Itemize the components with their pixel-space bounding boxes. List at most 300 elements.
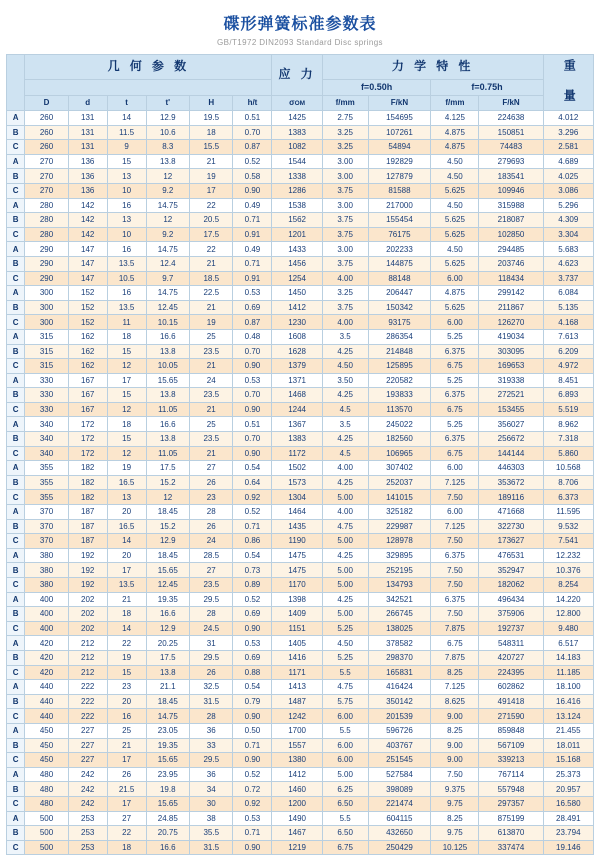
table-cell: 24.85 (146, 811, 189, 826)
table-cell: 6.75 (322, 840, 368, 855)
table-cell: 182062 (479, 578, 543, 593)
table-cell: 193833 (368, 388, 431, 403)
table-cell: 152 (68, 300, 107, 315)
table-cell: 270 (25, 183, 68, 198)
table-cell: 370 (25, 534, 68, 549)
table-cell: 251545 (368, 753, 431, 768)
table-cell: 0.71 (233, 519, 272, 534)
table-cell: 172 (68, 417, 107, 432)
row-group-label: A (7, 286, 25, 301)
table-cell: 24.5 (190, 621, 233, 636)
table-cell: 128978 (368, 534, 431, 549)
table-cell: 2.581 (543, 140, 593, 155)
table-cell: 6.00 (322, 709, 368, 724)
table-cell: 1383 (272, 125, 322, 140)
table-row (7, 782, 594, 797)
table-cell: 375906 (479, 607, 543, 622)
table-cell: 0.69 (233, 650, 272, 665)
table-cell: 1700 (272, 723, 322, 738)
table-cell: 4.50 (322, 359, 368, 374)
table-row (7, 665, 594, 680)
table-cell: 5.00 (322, 578, 368, 593)
table-cell: 272521 (479, 388, 543, 403)
table-cell: 266745 (368, 607, 431, 622)
table-cell: 187 (68, 519, 107, 534)
table-row (7, 607, 594, 622)
table-cell: 10 (107, 227, 146, 242)
row-group-label: A (7, 329, 25, 344)
table-row (7, 490, 594, 505)
table-cell: 1502 (272, 461, 322, 476)
table-row (7, 388, 594, 403)
table-cell: 10.5 (107, 271, 146, 286)
table-cell: 1230 (272, 315, 322, 330)
row-group-label: B (7, 738, 25, 753)
header-group-weight (543, 55, 593, 111)
table-cell: 12.45 (146, 300, 189, 315)
table-cell: 155454 (368, 213, 431, 228)
table-cell: 340 (25, 446, 68, 461)
table-cell: 4.25 (322, 388, 368, 403)
table-cell: 300 (25, 300, 68, 315)
table-cell: 21 (190, 446, 233, 461)
table-cell: 4.5 (322, 402, 368, 417)
table-cell: 18 (107, 329, 146, 344)
table-cell: 81588 (368, 183, 431, 198)
table-cell: 142 (68, 227, 107, 242)
table-cell: 500 (25, 826, 68, 841)
table-cell: 3.75 (322, 300, 368, 315)
table-row (7, 271, 594, 286)
row-group-label: A (7, 636, 25, 651)
table-cell: 0.58 (233, 169, 272, 184)
table-cell: 1468 (272, 388, 322, 403)
table-cell: 1460 (272, 782, 322, 797)
table-cell: 212 (68, 665, 107, 680)
row-group-label: B (7, 650, 25, 665)
table-cell: 450 (25, 753, 68, 768)
table-cell: 0.51 (233, 417, 272, 432)
table-cell: 23.5 (190, 578, 233, 593)
table-cell: 19.35 (146, 738, 189, 753)
table-cell: 380 (25, 578, 68, 593)
table-row (7, 534, 594, 549)
table-cell: 7.125 (431, 519, 479, 534)
table-cell: 138025 (368, 621, 431, 636)
table-cell: 16 (107, 286, 146, 301)
header-group-row (7, 55, 594, 80)
header-load-75: f=0.75h (431, 80, 543, 96)
table-cell: 162 (68, 329, 107, 344)
table-cell: 567109 (479, 738, 543, 753)
header-group-geometry: 几 何 参 数 (25, 55, 272, 80)
table-cell: 31 (190, 636, 233, 651)
table-row (7, 578, 594, 593)
table-cell: 0.52 (233, 767, 272, 782)
table-cell: 187 (68, 534, 107, 549)
table-cell: 23 (107, 680, 146, 695)
table-cell: 1190 (272, 534, 322, 549)
table-cell: 4.623 (543, 256, 593, 271)
table-cell: 10.125 (431, 840, 479, 855)
table-cell: 14.75 (146, 242, 189, 257)
table-cell: 19 (190, 169, 233, 184)
table-row (7, 519, 594, 534)
table-cell: 25.373 (543, 767, 593, 782)
table-cell: 19.8 (146, 782, 189, 797)
table-cell: 220582 (368, 373, 431, 388)
table-cell: 500 (25, 840, 68, 855)
table-cell: 17.5 (146, 461, 189, 476)
table-cell: 400 (25, 621, 68, 636)
table-cell: 13.5 (107, 256, 146, 271)
table-cell: 6.375 (431, 432, 479, 447)
row-group-label: C (7, 359, 25, 374)
row-group-label: C (7, 183, 25, 198)
table-cell: 16 (107, 198, 146, 213)
table-row (7, 154, 594, 169)
table-cell: 253 (68, 840, 107, 855)
spec-table-body (7, 111, 594, 855)
table-cell: 5.296 (543, 198, 593, 213)
table-cell: 16 (107, 242, 146, 257)
table-row (7, 548, 594, 563)
table-cell: 342521 (368, 592, 431, 607)
table-cell: 22 (190, 242, 233, 257)
table-cell: 11.5 (107, 125, 146, 140)
table-cell: 15 (107, 388, 146, 403)
table-cell: 28 (190, 709, 233, 724)
table-cell: 26 (107, 767, 146, 782)
table-cell: 6.209 (543, 344, 593, 359)
table-cell: 0.53 (233, 636, 272, 651)
table-cell: 6.375 (431, 548, 479, 563)
row-group-label: C (7, 665, 25, 680)
header-col-f75: f/mm (431, 96, 479, 111)
table-cell: 28.5 (190, 548, 233, 563)
table-cell: 13.8 (146, 665, 189, 680)
table-cell: 403767 (368, 738, 431, 753)
table-cell: 7.50 (431, 607, 479, 622)
header-col-sigma-om (272, 96, 322, 111)
table-cell: 211867 (479, 300, 543, 315)
table-cell: 28 (190, 607, 233, 622)
table-cell: 16.5 (107, 519, 146, 534)
table-cell: 10.05 (146, 359, 189, 374)
table-cell: 1200 (272, 796, 322, 811)
table-cell: 8.706 (543, 475, 593, 490)
table-cell: 93175 (368, 315, 431, 330)
table-cell: 10.568 (543, 461, 593, 476)
table-cell: 18 (107, 417, 146, 432)
table-cell: 1425 (272, 111, 322, 126)
table-cell: 167 (68, 373, 107, 388)
table-cell: 260 (25, 140, 68, 155)
row-group-label: B (7, 519, 25, 534)
table-cell: 4.50 (322, 636, 368, 651)
table-cell: 27 (190, 563, 233, 578)
table-row (7, 432, 594, 447)
table-cell: 5.25 (431, 329, 479, 344)
header-col-d: d (68, 96, 107, 111)
table-cell: 23.5 (190, 432, 233, 447)
table-cell: 147 (68, 242, 107, 257)
table-cell: 227 (68, 723, 107, 738)
table-cell: 1367 (272, 417, 322, 432)
table-cell: 15.168 (543, 753, 593, 768)
table-cell: 113570 (368, 402, 431, 417)
table-cell: 6.084 (543, 286, 593, 301)
row-group-label: B (7, 300, 25, 315)
table-cell: 1371 (272, 373, 322, 388)
table-cell: 432650 (368, 826, 431, 841)
table-cell: 212 (68, 650, 107, 665)
table-cell: 141015 (368, 490, 431, 505)
table-cell: 11.05 (146, 402, 189, 417)
table-cell: 1082 (272, 140, 322, 155)
table-row (7, 592, 594, 607)
table-cell: 150342 (368, 300, 431, 315)
table-cell: 3.25 (322, 140, 368, 155)
header-units-row (7, 96, 594, 111)
table-cell: 21.455 (543, 723, 593, 738)
table-cell: 245022 (368, 417, 431, 432)
table-cell: 315 (25, 344, 68, 359)
table-cell: 22 (107, 636, 146, 651)
page-subtitle: GB/T1972 DIN2093 Standard Disc springs (217, 38, 383, 47)
table-cell: 20.957 (543, 782, 593, 797)
table-cell: 29.5 (190, 650, 233, 665)
table-cell: 5.25 (431, 417, 479, 432)
row-group-label: B (7, 563, 25, 578)
table-cell: 20 (107, 548, 146, 563)
row-group-label: A (7, 373, 25, 388)
table-row (7, 111, 594, 126)
table-cell: 5.25 (431, 373, 479, 388)
table-cell: 0.54 (233, 680, 272, 695)
table-cell: 297357 (479, 796, 543, 811)
table-cell: 5.00 (322, 563, 368, 578)
table-cell: 6.893 (543, 388, 593, 403)
table-cell: 19 (107, 461, 146, 476)
table-cell: 16.416 (543, 694, 593, 709)
table-cell: 1413 (272, 680, 322, 695)
table-cell: 6.00 (322, 738, 368, 753)
table-cell: 12.9 (146, 534, 189, 549)
table-cell: 11.595 (543, 505, 593, 520)
table-cell: 227 (68, 753, 107, 768)
table-cell: 23.794 (543, 826, 593, 841)
table-cell: 21.5 (107, 782, 146, 797)
table-cell: 0.88 (233, 665, 272, 680)
table-cell: 5.25 (322, 650, 368, 665)
table-cell: 557948 (479, 782, 543, 797)
table-cell: 14.220 (543, 592, 593, 607)
table-cell: 28 (190, 505, 233, 520)
table-row (7, 475, 594, 490)
table-row (7, 680, 594, 695)
table-cell: 0.54 (233, 461, 272, 476)
table-cell: 16 (107, 709, 146, 724)
table-cell: 6.75 (431, 402, 479, 417)
table-cell: 6.373 (543, 490, 593, 505)
table-cell: 27 (107, 811, 146, 826)
table-cell: 286354 (368, 329, 431, 344)
table-cell: 20 (107, 694, 146, 709)
table-cell: 480 (25, 796, 68, 811)
table-cell: 496434 (479, 592, 543, 607)
table-cell: 4.5 (322, 446, 368, 461)
table-cell: 1538 (272, 198, 322, 213)
table-cell: 491418 (479, 694, 543, 709)
table-cell: 4.168 (543, 315, 593, 330)
table-cell: 7.50 (431, 490, 479, 505)
table-cell: 6.00 (431, 271, 479, 286)
table-cell: 172 (68, 432, 107, 447)
row-group-label: A (7, 592, 25, 607)
table-cell: 26 (190, 665, 233, 680)
table-cell: 15.2 (146, 475, 189, 490)
sigma-symbol: σ (289, 98, 295, 108)
table-row (7, 169, 594, 184)
table-cell: 5.625 (431, 300, 479, 315)
table-cell: 31.5 (190, 840, 233, 855)
table-cell: 126270 (479, 315, 543, 330)
table-cell: 270 (25, 154, 68, 169)
table-cell: 187 (68, 505, 107, 520)
table-cell: 9.00 (431, 753, 479, 768)
table-cell: 183541 (479, 169, 543, 184)
row-group-label: B (7, 388, 25, 403)
table-cell: 1475 (272, 563, 322, 578)
table-cell: 18.45 (146, 505, 189, 520)
table-cell: 19.5 (190, 111, 233, 126)
table-cell: 12.4 (146, 256, 189, 271)
table-cell: 767114 (479, 767, 543, 782)
table-cell: 192737 (479, 621, 543, 636)
table-cell: 5.5 (322, 665, 368, 680)
table-cell: 15.65 (146, 796, 189, 811)
row-group-label: A (7, 811, 25, 826)
table-cell: 221474 (368, 796, 431, 811)
table-cell: 16.6 (146, 417, 189, 432)
table-cell: 15.5 (190, 140, 233, 155)
table-cell: 1467 (272, 826, 322, 841)
table-cell: 32.5 (190, 680, 233, 695)
table-cell: 30 (190, 796, 233, 811)
table-cell: 1338 (272, 169, 322, 184)
table-cell: 400 (25, 607, 68, 622)
table-cell: 15 (107, 665, 146, 680)
table-cell: 6.25 (322, 782, 368, 797)
table-cell: 294485 (479, 242, 543, 257)
table-cell: 350142 (368, 694, 431, 709)
table-cell: 1544 (272, 154, 322, 169)
table-cell: 33 (190, 738, 233, 753)
table-cell: 7.318 (543, 432, 593, 447)
row-group-label: B (7, 213, 25, 228)
table-cell: 420 (25, 650, 68, 665)
table-cell: 13 (107, 490, 146, 505)
table-cell: 1490 (272, 811, 322, 826)
table-cell: 253 (68, 826, 107, 841)
table-cell: 192 (68, 563, 107, 578)
table-row (7, 621, 594, 636)
table-cell: 7.541 (543, 534, 593, 549)
table-cell: 189116 (479, 490, 543, 505)
table-cell: 20.25 (146, 636, 189, 651)
table-cell: 23.95 (146, 767, 189, 782)
table-cell: 19 (107, 650, 146, 665)
table-cell: 6.50 (322, 796, 368, 811)
table-cell: 173627 (479, 534, 543, 549)
table-cell: 5.00 (322, 607, 368, 622)
table-cell: 214848 (368, 344, 431, 359)
table-cell: 355 (25, 475, 68, 490)
table-cell: 1456 (272, 256, 322, 271)
table-cell: 4.972 (543, 359, 593, 374)
table-cell: 18 (190, 125, 233, 140)
table-cell: 6.00 (322, 753, 368, 768)
row-group-label: B (7, 475, 25, 490)
table-cell: 242 (68, 767, 107, 782)
table-cell: 1201 (272, 227, 322, 242)
table-cell: 859848 (479, 723, 543, 738)
table-cell: 18.011 (543, 738, 593, 753)
table-cell: 1475 (272, 548, 322, 563)
table-cell: 9.00 (431, 709, 479, 724)
table-cell: 7.875 (431, 621, 479, 636)
table-cell: 13.8 (146, 154, 189, 169)
table-cell: 9.2 (146, 183, 189, 198)
table-cell: 18 (107, 607, 146, 622)
table-cell: 8.25 (431, 665, 479, 680)
table-cell: 15 (107, 154, 146, 169)
table-cell: 7.125 (431, 475, 479, 490)
table-cell: 2.75 (322, 111, 368, 126)
table-cell: 3.75 (322, 256, 368, 271)
table-cell: 3.75 (322, 213, 368, 228)
table-cell: 127879 (368, 169, 431, 184)
header-geometry-spacer (25, 80, 272, 96)
table-cell: 3.737 (543, 271, 593, 286)
table-cell: 353672 (479, 475, 543, 490)
table-cell: 11.05 (146, 446, 189, 461)
table-cell: 131 (68, 140, 107, 155)
table-cell: 0.86 (233, 534, 272, 549)
row-group-label: C (7, 402, 25, 417)
table-cell: 169653 (479, 359, 543, 374)
table-cell: 420 (25, 636, 68, 651)
table-cell: 13.5 (107, 300, 146, 315)
table-cell: 0.90 (233, 359, 272, 374)
table-cell: 0.48 (233, 329, 272, 344)
table-cell: 6.75 (431, 359, 479, 374)
table-cell: 1380 (272, 753, 322, 768)
table-row (7, 315, 594, 330)
table-cell: 18.5 (190, 271, 233, 286)
table-cell: 76175 (368, 227, 431, 242)
table-cell: 4.25 (322, 548, 368, 563)
table-cell: 12 (146, 490, 189, 505)
table-cell: 1433 (272, 242, 322, 257)
table-cell: 17.5 (146, 650, 189, 665)
table-cell: 7.50 (431, 578, 479, 593)
table-row (7, 709, 594, 724)
table-cell: 471668 (479, 505, 543, 520)
table-cell: 5.683 (543, 242, 593, 257)
table-row (7, 753, 594, 768)
